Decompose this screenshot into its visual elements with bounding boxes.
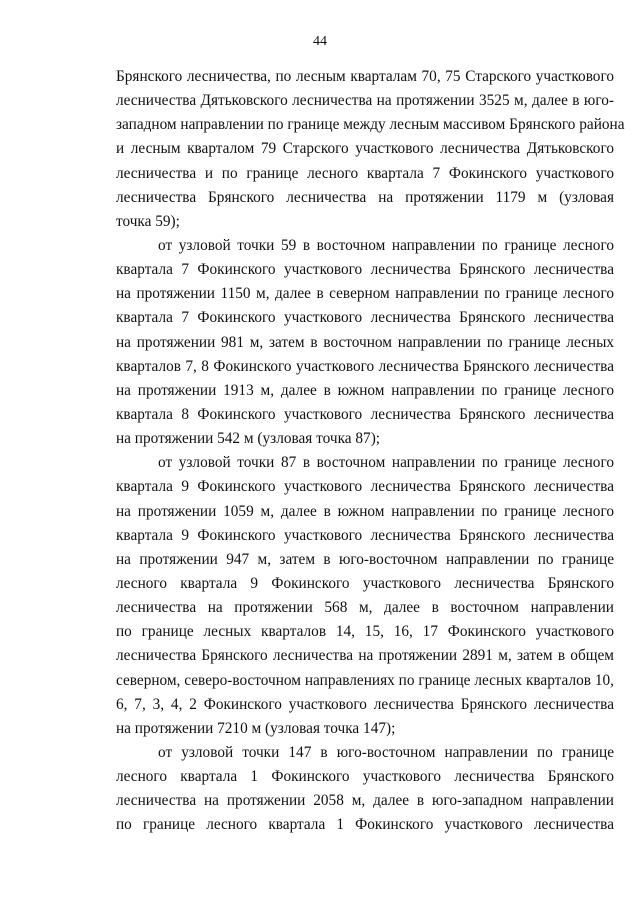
text-line: лесного квартала 1 Фокинского участкового лесничества Брянского — [116, 768, 614, 786]
text-line: по границе лесного квартала 1 Фокинского участкового лесничества — [116, 816, 614, 834]
text-line: лесничества на протяжении 568 м, далее в восточном направлении — [116, 599, 614, 617]
text-line: квартала 9 Фокинского участкового лесничества Брянского лесничества — [116, 478, 614, 496]
text-line: от узловой точки 147 в юго-восточном направлении по границе — [158, 743, 614, 761]
text-line: квартала 7 Фокинского участкового лесничества Брянского лесничества — [116, 261, 614, 279]
text-line: лесного квартала 9 Фокинского участкового лесничества Брянского — [116, 574, 614, 592]
text-line: северном, северо-восточном направлениях по границе лесных кварталов 10, — [116, 671, 614, 689]
text-line: квартала 9 Фокинского участкового лесничества Брянского лесничества — [116, 526, 614, 544]
text-line: на протяжении 981 м, затем в восточном направлении по границе лесных — [116, 333, 614, 351]
text-line: на протяжении 7210 м (узловая точка 147); — [116, 719, 396, 737]
text-line: на протяжении 1913 м, далее в южном направлении по границе лесного — [116, 381, 614, 399]
text-line: лесничества Дятьковского лесничества на протяжении 3525 м, далее в юго- — [116, 92, 614, 110]
text-line: на протяжении 1059 м, далее в южном направлении по границе лесного — [116, 502, 614, 520]
text-line: лесничества и по границе лесного квартала 7 Фокинского участкового — [116, 164, 614, 182]
text-line: Брянского лесничества, по лесным кварталам 70, 75 Старского участкового — [116, 68, 614, 85]
text-line: лесничества Брянского лесничества на протяжении 1179 м (узловая — [116, 188, 614, 206]
text-line: от узловой точки 59 в восточном направлении по границе лесного — [158, 236, 614, 254]
text-line: точка 59); — [116, 212, 180, 230]
text-line: 6, 7, 3, 4, 2 Фокинского участкового лесничества Брянского лесничества — [116, 695, 614, 713]
text-line: квартала 7 Фокинского участкового лесничества Брянского лесничества — [116, 309, 614, 327]
text-line: от узловой точки 87 в восточном направлении по границе лесного — [158, 454, 614, 472]
text-line: западном направлении по границе между лесным массивом Брянского района — [116, 116, 625, 134]
page-number: 44 — [313, 34, 327, 49]
document-body — [116, 65, 625, 838]
text-line: по границе лесных кварталов 14, 15, 16, 17 Фокинского участкового — [116, 623, 614, 641]
text-line: на протяжении 1150 м, далее в северном направлении по границе лесного — [116, 285, 614, 303]
text-line: лесничества Брянского лесничества на протяжении 2891 м, затем в общем — [116, 647, 614, 665]
text-line: кварталов 7, 8 Фокинского участкового лесничества Брянского лесничества — [116, 357, 614, 375]
text-line: и лесным кварталом 79 Старского участкового лесничества Дятьковского — [116, 140, 614, 158]
text-line: на протяжении 947 м, затем в юго-восточном направлении по границе — [116, 550, 614, 568]
text-line: лесничества на протяжении 2058 м, далее в юго-западном направлении — [116, 792, 614, 810]
text-line: на протяжении 542 м (узловая точка 87); — [116, 430, 381, 448]
text-line: квартала 8 Фокинского участкового лесничества Брянского лесничества — [116, 405, 614, 423]
